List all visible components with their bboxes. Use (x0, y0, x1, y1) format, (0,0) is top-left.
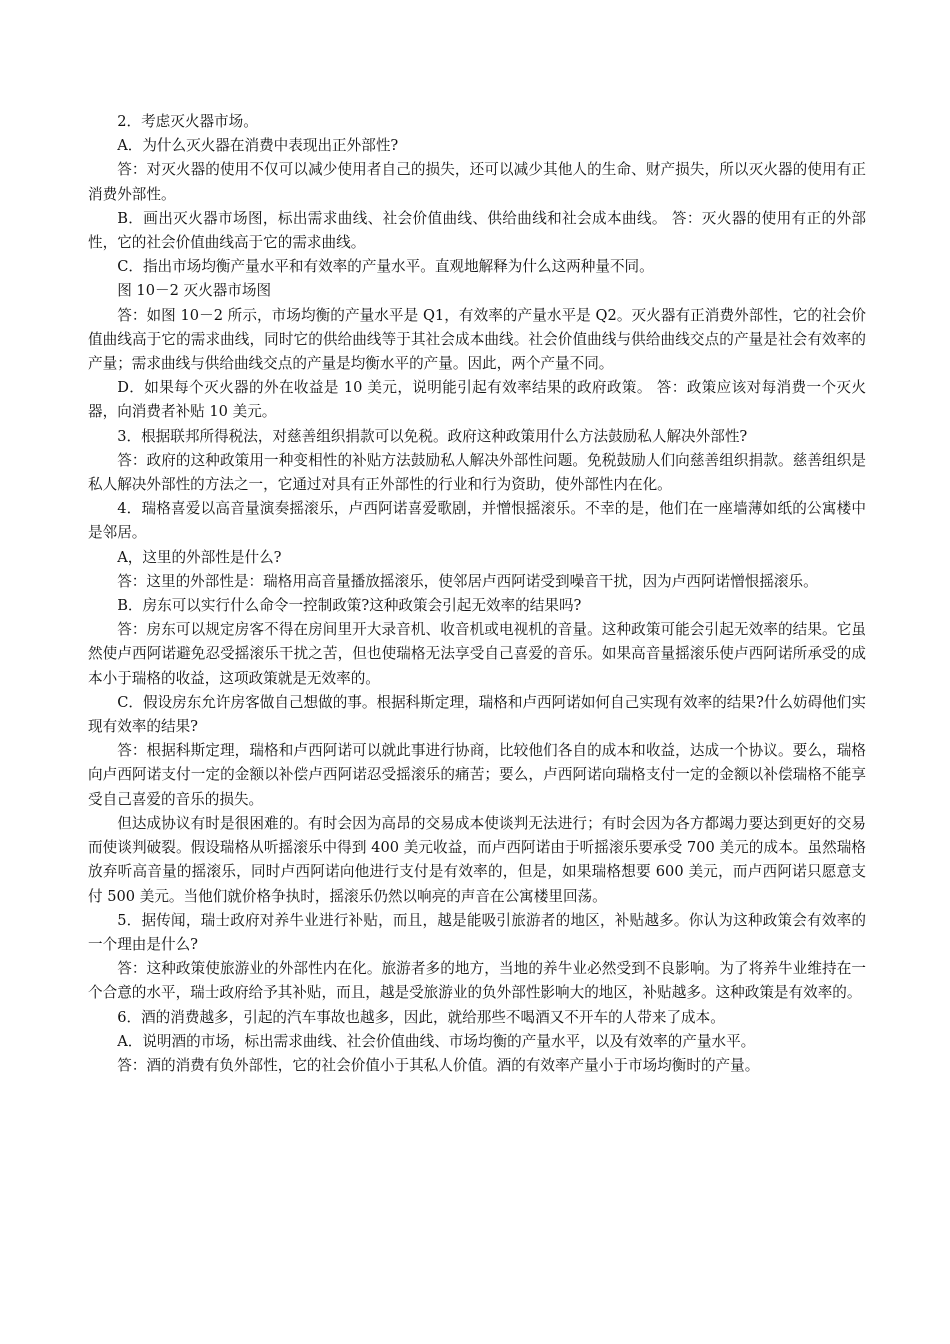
q4c-answer: 答：根据科斯定理，瑞格和卢西阿诺可以就此事进行协商，比较他们各自的成本和收益，达成一个协议。要么，瑞格向卢西阿诺支付一定的金额以补偿卢西阿诺忍受摇滚乐的痛苦；要么，卢西阿诺向瑞格支付一定的金额以补偿瑞格不能享受自己喜爱的音乐的损失。 (88, 742, 866, 808)
q4a-question: A，这里的外部性是什么? (117, 548, 282, 566)
document-body (88, 110, 866, 1078)
q5-answer: 答：这种政策使旅游业的外部性内在化。旅游者多的地方，当地的养牛业必然受到不良影响。为了将养牛业维持在一个合意的水平，瑞士政府给予其补贴，而且，越是受旅游业的负外部性影响大的地区，补贴越多。这种政策是有效率的。 (88, 960, 866, 1002)
q4c-question: C．假设房东允许房客做自己想做的事。根据科斯定理，瑞格和卢西阿诺如何自己实现有效率的结果?什么妨碍他们实现有效率的结果? (88, 693, 866, 736)
q6-question: 6．酒的消费越多，引起的汽车事故也越多，因此，就给那些不喝酒又不开车的人带来了成本。 (117, 1008, 725, 1026)
figure-caption: 图 10－2 灭火器市场图 (117, 282, 272, 300)
q2b-question-answer: B．画出灭火器市场图，标出需求曲线、社会价值曲线、供给曲线和社会成本曲线。 答：灭火器的使用有正的外部性，它的社会价值曲线高于它的需求曲线。 (88, 209, 866, 252)
q4b-question: B．房东可以实行什么命令一控制政策?这种政策会引起无效率的结果吗? (117, 597, 582, 615)
q4c-answer-continued: 但达成协议有时是很困难的。有时会因为高昂的交易成本使谈判无法进行；有时会因为各方都竭力要达到更好的交易而使谈判破裂。假设瑞格从听摇滚乐中得到 400 美元收益，而卢西阿诺由于听摇滚乐要承受 700 美元的成本。虽然瑞格放弃听高音量的摇滚乐，同时卢西阿诺向他进行支付是有效率的，但是，如果瑞格想要 600 美元，而卢西阿诺只愿意支付 500 美元。当他们就价格争执时，摇滚乐仍然以响亮的声音在公寓楼里回荡。 (88, 814, 866, 905)
q3-question: 3．根据联邦所得税法，对慈善组织捐款可以免税。政府这种政策用什么方法鼓励私人解决外部性? (117, 427, 748, 445)
q4-question: 4．瑞格喜爱以高音量演奏摇滚乐，卢西阿诺喜爱歌剧，并憎恨摇滚乐。不幸的是，他们在一座墙薄如纸的公寓楼中是邻居。 (88, 500, 866, 542)
q6a-answer: 答：酒的消费有负外部性，它的社会价值小于其私人价值。酒的有效率产量小于市场均衡时的产量。 (117, 1056, 760, 1074)
q2-heading: 2．考虑灭火器市场。 (117, 113, 258, 130)
q5-question: 5．据传闻，瑞士政府对养牛业进行补贴，而且，越是能吸引旅游者的地区，补贴越多。你认为这种政策会有效率的一个理由是什么? (88, 911, 866, 953)
q4b-answer: 答：房东可以规定房客不得在房间里开大录音机、收音机或电视机的音量。这种政策可能会引起无效率的结果。它虽然使卢西阿诺避免忍受摇滚乐干扰之苦，但也使瑞格无法享受自己喜爱的音乐。如果高音量摇滚乐使卢西阿诺所承受的成本小于瑞格的收益，这项政策就是无效率的。 (88, 621, 866, 687)
q2a-answer: 答：对灭火器的使用不仅可以减少使用者自己的损失，还可以减少其他人的生命、财产损失，所以灭火器的使用有正消费外部性。 (88, 161, 866, 203)
q2d-question-answer: D．如果每个灭火器的外在收益是 10 美元，说明能引起有效率结果的政府政策。 答：政策应该对每消费一个灭火器，向消费者补贴 10 美元。 (88, 379, 866, 421)
q3-answer: 答：政府的这种政策用一种变相性的补贴方法鼓励私人解决外部性问题。免税鼓励人们向慈善组织捐款。慈善组织是私人解决外部性的方法之一，它通过对具有正外部性的行业和行为资助，使外部性内在化。 (88, 451, 866, 494)
q2a-question: A．为什么灭火器在消费中表现出正外部性? (117, 137, 399, 155)
q2c-answer: 答：如图 10－2 所示，市场均衡的产量水平是 Q1，有效率的产量水平是 Q2。灭火器有正消费外部性，它的社会价值曲线高于它的需求曲线，同时它的供给曲线等于其社会成本曲线。社会价值曲线与供给曲线交点的产量是社会有效率的产量；需求曲线与供给曲线交点的产量是均衡水平的产量。因此，两个产量不同。 (88, 306, 866, 373)
q4a-answer: 答：这里的外部性是：瑞格用高音量播放摇滚乐，使邻居卢西阿诺受到噪音干扰，因为卢西阿诺憎恨摇滚乐。 (117, 572, 818, 590)
q2c-question: C．指出市场均衡产量水平和有效率的产量水平。直观地解释为什么这两种量不同。 (117, 258, 654, 276)
q6a-question: A．说明酒的市场，标出需求曲线、社会价值曲线、市场均衡的产量水平，以及有效率的产量水平。 (117, 1032, 756, 1050)
